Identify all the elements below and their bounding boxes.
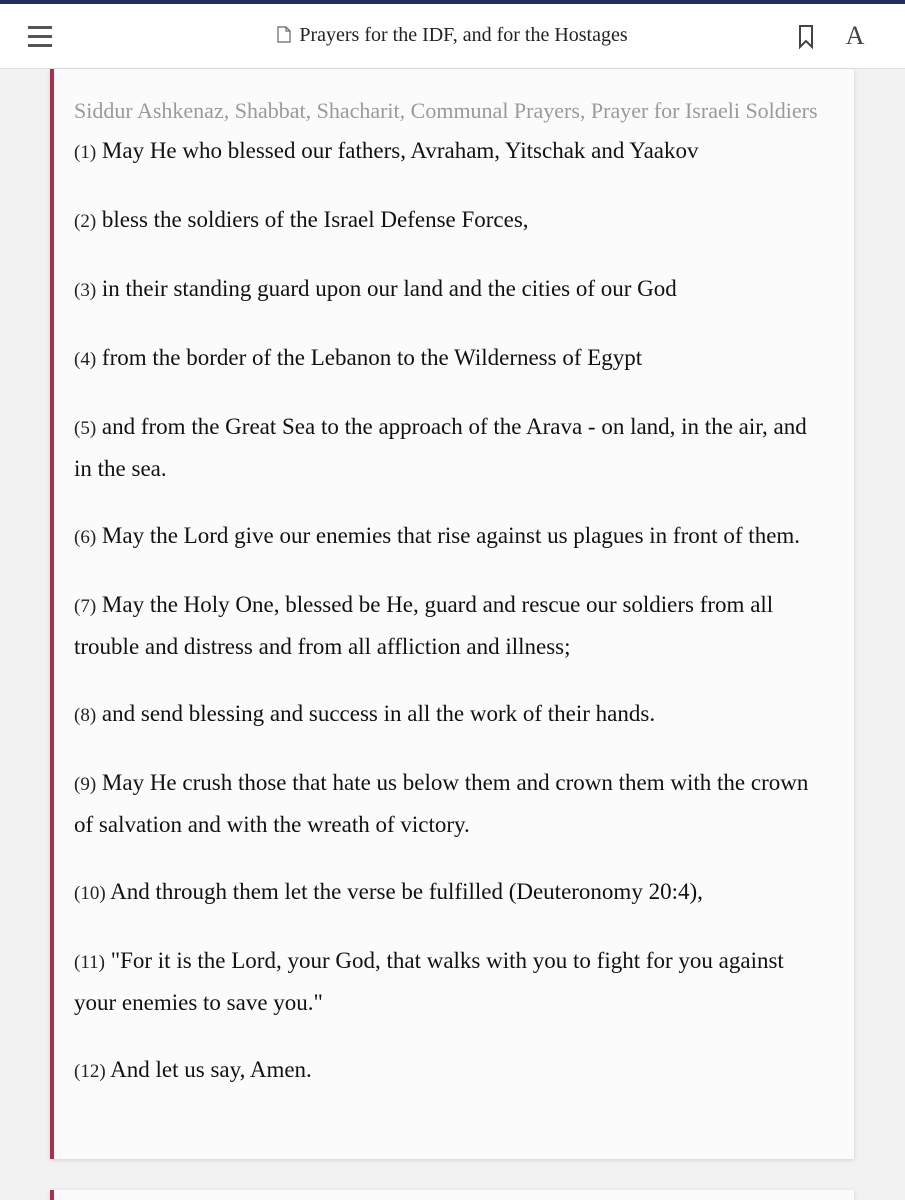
verse-text: May He crush those that hate us below them and crown them with the crown of salvation and with the wreath of victory. [74,770,809,837]
text-card [50,69,854,1159]
verse-text: And let us say, Amen. [110,1057,312,1082]
verse-number: (9) [74,774,97,795]
verse-text: from the border of the Lebanon to the Wilderness of Egypt [101,345,643,370]
verse-number: (12) [74,1061,106,1082]
verse-text: May the Holy One, blessed be He, guard and rescue our soldiers from all trouble and distress and from all affliction and illness; [74,592,774,659]
verse-number: (4) [74,349,97,370]
verse-number: (8) [74,705,97,726]
verse-number: (10) [74,883,106,904]
verse-6[interactable] [74,516,830,558]
verse-2[interactable] [74,200,830,242]
verse-12[interactable] [74,1050,830,1092]
card-accent-border [50,69,54,1159]
verse-9[interactable] [74,763,830,845]
verse-1[interactable] [74,131,830,173]
verse-text: May He who blessed our fathers, Avraham, Yitschak and Yaakov [101,138,699,163]
verse-text: and from the Great Sea to the approach of the Arava - on land, in the air, and in the sea. [74,414,807,481]
header-title-container [0,24,905,47]
verse-text: bless the soldiers of the Israel Defense Forces, [101,207,529,232]
verse-number: (6) [74,527,97,548]
verse-text: in their standing guard upon our land and the cities of our God [101,276,677,301]
verse-11[interactable] [74,941,830,1023]
verse-number: (1) [74,142,97,163]
verse-5[interactable] [74,407,830,489]
hamburger-menu-icon[interactable] [28,26,52,48]
bookmark-icon[interactable] [796,24,816,50]
verse-number: (3) [74,280,97,301]
page-title: Prayers for the IDF, and for the Hostages [299,24,628,46]
header-title-link[interactable] [277,24,627,47]
verse-4[interactable] [74,338,830,380]
verse-10[interactable] [74,872,830,914]
font-size-button[interactable]: A [845,21,865,50]
card-content [74,91,830,1119]
verse-text: And through them let the verse be fulfilled (Deuteronomy 20:4), [110,879,703,904]
verse-number: (2) [74,211,97,232]
next-text-card [50,1190,854,1200]
verse-3[interactable] [74,269,830,311]
verse-number: (5) [74,418,97,439]
verse-7[interactable] [74,585,830,667]
verse-text: "For it is the Lord, your God, that walks with you to fight for you against your enemies to save you." [74,948,784,1015]
verse-text: May the Lord give our enemies that rise against us plagues in front of them. [101,523,801,548]
header-bar [0,4,905,69]
verse-number: (11) [74,952,105,973]
verse-8[interactable] [74,694,830,736]
verse-text: and send blessing and success in all the work of their hands. [101,701,656,726]
verse-number: (7) [74,596,97,617]
breadcrumb[interactable]: Siddur Ashkenaz, Shabbat, Shacharit, Communal Prayers, Prayer for Israeli Soldiers [74,98,818,123]
document-icon [277,26,291,43]
card-accent-border [50,1190,54,1200]
